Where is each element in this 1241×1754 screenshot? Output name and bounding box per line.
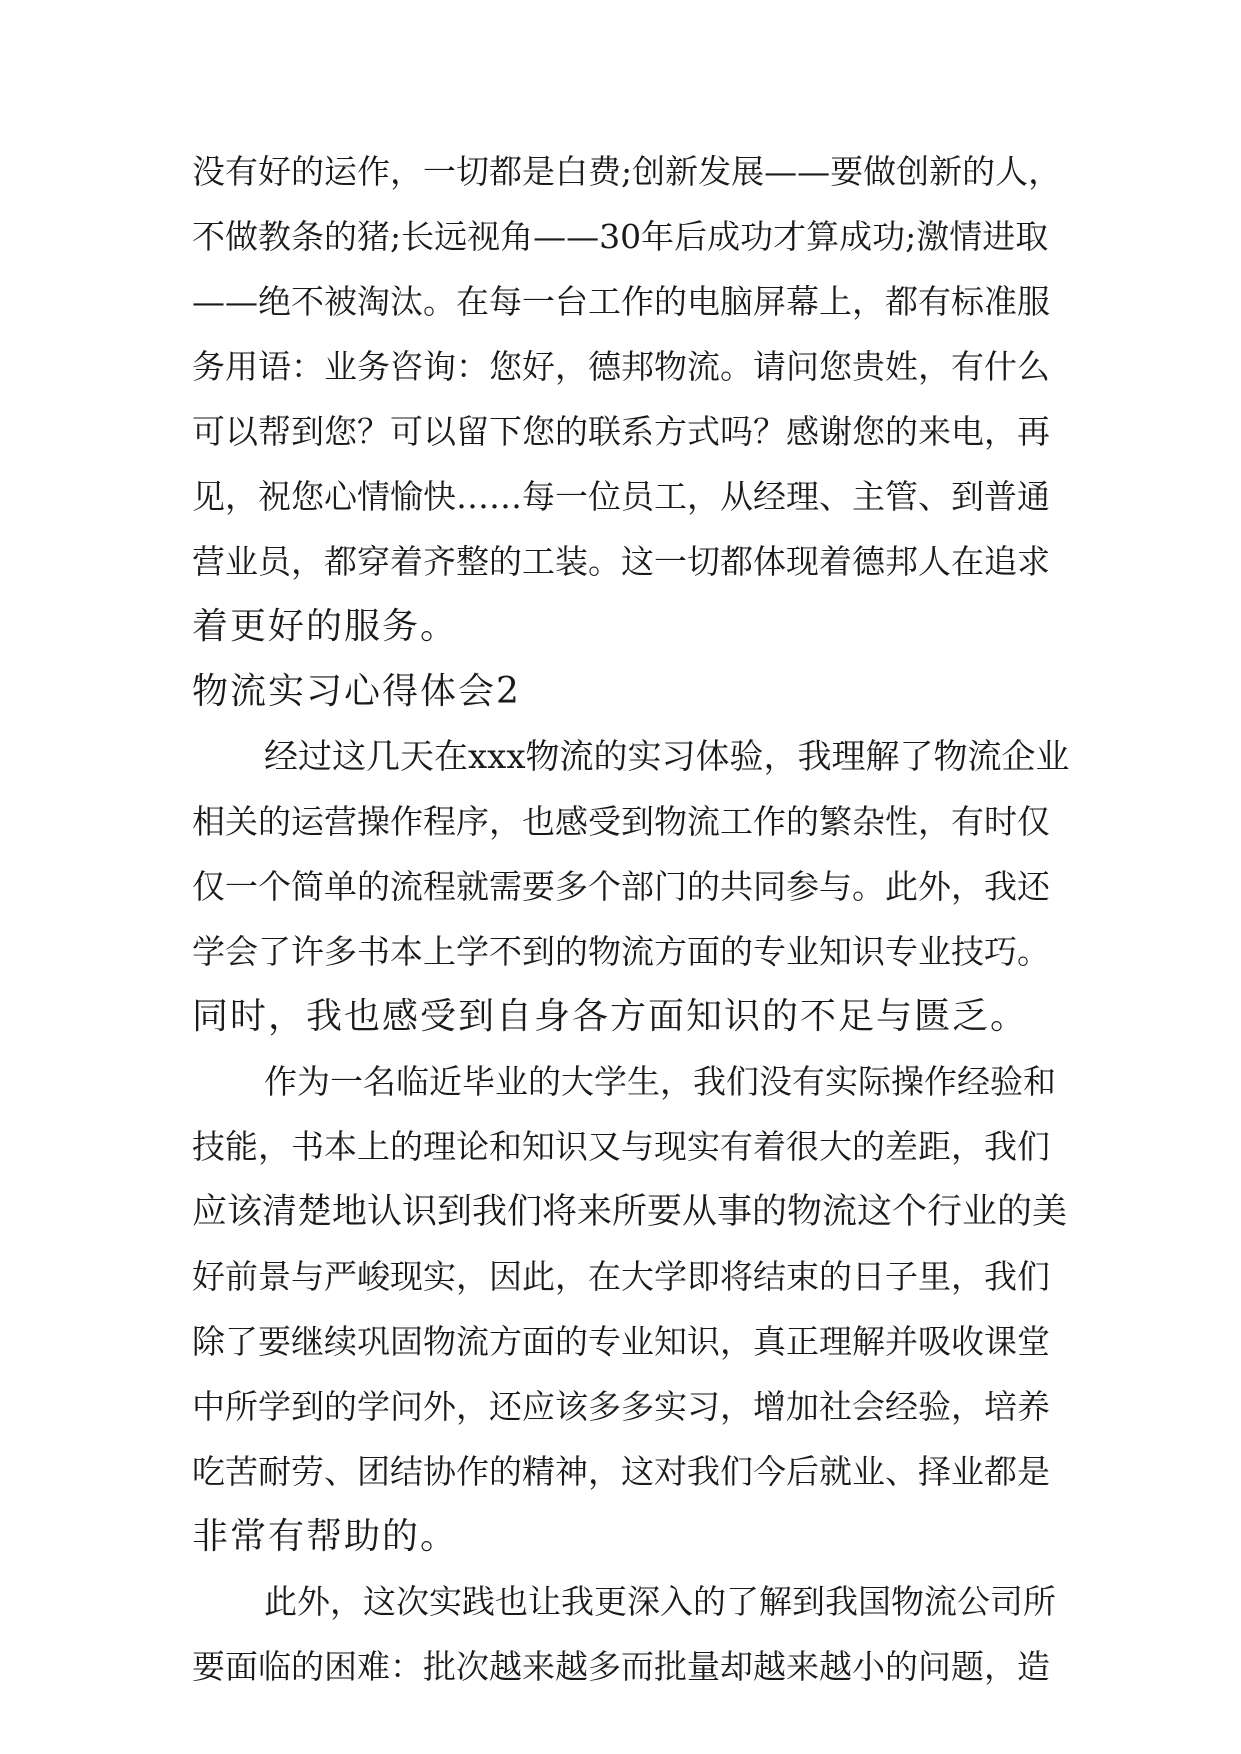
text-line: 要面临的困难：批次越来越多而批量却越来越小的问题，造 <box>192 1647 1050 1686</box>
text-line: 中所学到的学问外，还应该多多实习，增加社会经验，培养 <box>192 1387 1050 1426</box>
text-line: 可以帮到您？可以留下您的联系方式吗？感谢您的来电，再 <box>192 412 1050 451</box>
text-line: 经过这几天在xxx物流的实习体验，我理解了物流企业 <box>264 737 1070 777</box>
text-line: 仅一个简单的流程就需要多个部门的共同参与。此外，我还 <box>192 867 1050 906</box>
text-line: 应该清楚地认识到我们将来所要从事的物流这个行业的美 <box>192 1192 1068 1232</box>
text-line: 见，祝您心情愉快……每一位员工，从经理、主管、到普通 <box>192 477 1050 516</box>
text-line: 相关的运营操作程序，也感受到物流工作的繁杂性，有时仅 <box>192 802 1050 841</box>
text-line: 技能，书本上的理论和知识又与现实有着很大的差距，我们 <box>192 1127 1050 1166</box>
text-line: 着更好的服务。 <box>192 606 459 647</box>
text-line: 务用语：业务咨询：您好，德邦物流。请问您贵姓，有什么 <box>192 347 1050 386</box>
text-line: 没有好的运作，一切都是白费;创新发展——要做创新的人， <box>192 152 1062 191</box>
text-line: 作为一名临近毕业的大学生，我们没有实际操作经验和 <box>264 1062 1056 1101</box>
section-heading: 物流实习心得体会2 <box>192 671 521 712</box>
text-line: ——绝不被淘汰。在每一台工作的电脑屏幕上，都有标准服 <box>192 282 1050 321</box>
text-line: 好前景与严峻现实，因此，在大学即将结束的日子里，我们 <box>192 1257 1050 1296</box>
text-line: 非常有帮助的。 <box>192 1516 459 1557</box>
text-line: 营业员，都穿着齐整的工装。这一切都体现着德邦人在追求 <box>192 542 1050 581</box>
text-line: 学会了许多书本上学不到的物流方面的专业知识专业技巧。 <box>192 932 1050 971</box>
text-line: 不做教条的猪;长远视角——30年后成功才算成功;激情进取 <box>192 217 1049 256</box>
text-line: 此外，这次实践也让我更深入的了解到我国物流公司所 <box>264 1582 1056 1621</box>
text-line: 除了要继续巩固物流方面的专业知识，真正理解并吸收课堂 <box>192 1322 1050 1361</box>
text-line: 吃苦耐劳、团结协作的精神，这对我们今后就业、择业都是 <box>192 1452 1050 1491</box>
text-line: 同时，我也感受到自身各方面知识的不足与匮乏。 <box>192 996 1029 1037</box>
